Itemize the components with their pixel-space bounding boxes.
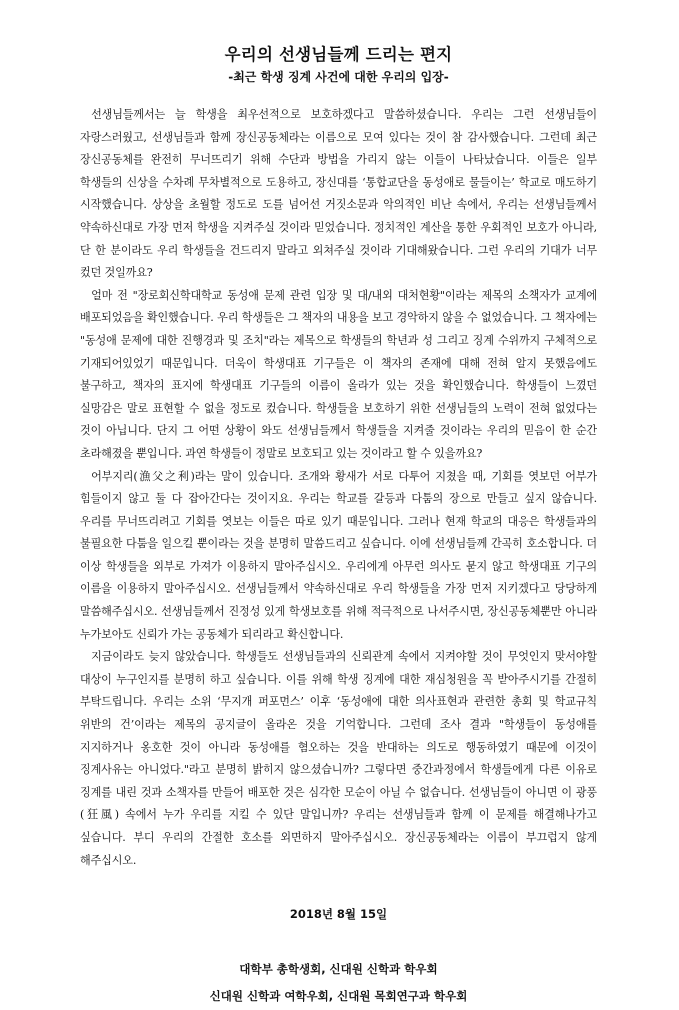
signers-block — [80, 956, 597, 1010]
letter-page — [80, 44, 597, 1010]
signer-line: 대학부 총학생회, 신대원 신학과 학우회 — [239, 962, 438, 977]
body-paragraph: 지금이라도 늦지 않았습니다. 학생들도 선생님들과의 신뢰관계 속에서 지켜야할 것이 무엇인지 맞서야할 대상이 누구인지를 분명히 하고 싶습니다. 이를 위해 학생 징계에 대한 재심청원을 꼭 받아주시기를 간절히 부탁드립니다. 우리는 소위 ‘무지개 퍼포먼스’ 이후 ‘동성애에 대한 의사표현과 관련한 총회 및 학교규칙 위반의 건’이라는 제목의 공지글이 올라온 것을 기억합니다. 그런데 조사 결과 "학생들이 동성애를 지지하거나 옹호한 것이 아니라 동성애를 혐오하는 것을 반대하는 의도로 행동하였기 때문에 이것이 징계사유는 아니었다."라고 분명히 밝히지 않으셨습니까? 그렇다면 중간과정에서 학생들에게 다른 이유로 징계를 내린 것과 소책자를 만들어 배포한 것은 심각한 모순이 아닐 수 없습니다. 선생님들이 아니면 이 광풍(狂風) 속에서 누가 우리를 지킬 수 있단 말입니까? 우리는 선생님들과 함께 이 문제를 해결해나가고 싶습니다. 부디 우리의 간절한 호소를 외면하지 말아주십시오. 장신공동체라는 이름이 부끄럽지 않게 해주십시오. — [80, 650, 597, 867]
letter-body — [80, 104, 597, 872]
letter-date: 2018년 8월 15일 — [289, 907, 388, 922]
letter-title: 우리의 선생님들께 드리는 편지 — [224, 45, 453, 64]
body-paragraph: 어부지리(漁父之利)라는 말이 있습니다. 조개와 황새가 서로 다투어 지쳤을 때, 기회를 엿보던 어부가 힘들이지 않고 둘 다 잡아간다는 것이지요. 우리는 학교를 갈등과 다툼의 장으로 만들고 싶지 않습니다. 우리를 무너뜨리려고 기회를 엿보는 이들은 따로 있기 때문입니다. 그러나 현재 학교의 대응은 학생들과의 불필요한 다툼을 일으킬 뿐이라는 것을 분명히 말씀드리고 싶습니다. 이에 선생님들께 간곡히 호소합니다. 더 이상 학생들을 외부로 가져가 이용하지 말아주십시오. 우리에게 아무런 의사도 묻지 않고 학생대표 기구의 이름을 이용하지 말아주십시오. 선생님들께서 약속하신대로 우리 학생들을 가장 먼저 지키겠다고 당당하게 말씀해주십시오. 선생님들께서 진정성 있게 학생보호를 위해 적극적으로 나서주시면, 장신공동체뿐만 아니라 누가보아도 신뢰가 가는 공동체가 되리라고 확신합니다. — [80, 469, 597, 641]
body-paragraph: 얼마 전 "장로회신학대학교 동성애 문제 관련 입장 및 대/내외 대처현황"이라는 제목의 소책자가 교계에 배포되었음을 확인했습니다. 우리 학생들은 그 책자의 내용을 보고 경악하지 않을 수 없었습니다. 그 책자에는 "동성애 문제에 대한 진행경과 및 조치"라는 제목으로 학생들의 학년과 성 그리고 징계 수위까지 구체적으로 기재되어있었기 때문입니다. 더욱이 학생대표 기구들은 이 책자의 존재에 대해 전혀 알지 못했음에도 불구하고, 책자의 표지에 학생대표 기구들의 이름이 올라가 있는 것을 확인했습니다. 학생들이 느꼈던 실망감은 말로 표현할 수 없을 정도로 컸습니다. 학생들을 보호하기 위한 선생님들의 노력이 전혀 없었다는 것이 아닙니다. 단지 그 어떤 상황이 와도 선생님들께서 학생들을 지켜줄 것이라는 우리의 믿음이 한 순간 초라해졌을 뿐입니다. 과연 학생들이 정말로 보호되고 있는 것이라고 할 수 있을까요? — [80, 288, 597, 460]
body-paragraph: 선생님들께서는 늘 학생을 최우선적으로 보호하겠다고 말씀하셨습니다. 우리는 그런 선생님들이 자랑스러웠고, 선생님들과 함께 장신공동체라는 이름으로 모여 있다는 것이 참 감사했습니다. 그런데 최근 장신공동체를 완전히 무너뜨리기 위해 수단과 방법을 가리지 않는 이들이 나타났습니다. 이들은 일부 학생들의 신상을 수차례 무차별적으로 도용하고, 장신대를 ‘통합교단을 동성애로 물들이는’ 학교로 매도하기 시작했습니다. 상상을 초월할 정도로 도를 넘어선 거짓소문과 악의적인 비난 속에서, 우리는 선생님들께서 약속하신대로 가장 먼저 학생을 지켜주실 것이라 믿었습니다. 정치적인 계산을 통한 우회적인 보호가 아니라, 단 한 분이라도 우리 학생들을 건드리지 말라고 외쳐주실 것이라 기대해왔습니다. 그런 우리의 기대가 너무 컸던 것일까요? — [80, 108, 597, 280]
signer-line: 신대원 신학과 여학우회, 신대원 목회연구과 학우회 — [209, 989, 468, 1004]
letter-subtitle: -최근 학생 징계 사건에 대한 우리의 입장- — [228, 70, 449, 84]
